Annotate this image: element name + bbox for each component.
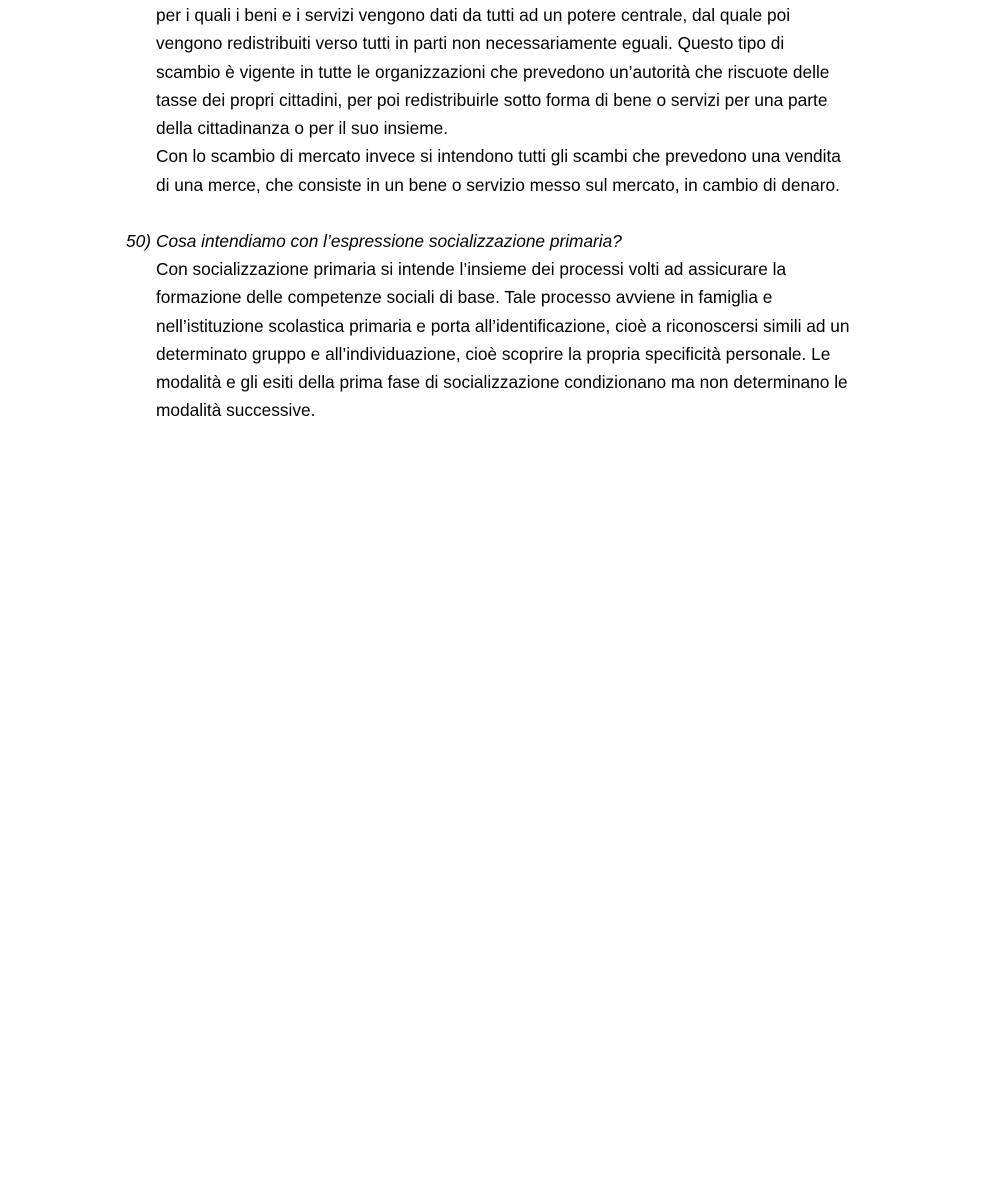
text-line: tasse dei propri cittadini, per poi redistribuirle sotto forma di bene o servizi per una parte — [156, 89, 828, 110]
text-line: vengono redistribuiti verso tutti in parti non necessariamente eguali. Questo tipo di — [156, 33, 785, 54]
text-line: per i quali i beni e i servizi vengono dati da tutti ad un potere centrale, dal quale poi — [156, 5, 791, 25]
text-line: modalità e gli esiti della prima fase di socializzazione condizionano ma non determinano le — [156, 372, 848, 393]
text-line: Con lo scambio di mercato invece si intendono tutti gli scambi che prevedono una vendita — [156, 146, 841, 167]
text-line: modalità successive. — [156, 400, 316, 421]
text-line: Con socializzazione primaria si intende l’insieme dei processi volti ad assicurare la — [156, 259, 787, 279]
question-50 — [126, 227, 926, 255]
question-text: Cosa intendiamo con l’espressione socializzazione primaria? — [156, 231, 622, 251]
text-line: della cittadinanza o per il suo insieme. — [156, 118, 449, 139]
text-line: di una merce, che consiste in un bene o servizio messo sul mercato, in cambio di denaro. — [156, 174, 840, 195]
text-line: scambio è vigente in tutte le organizzazioni che prevedono un’autorità che riscuote delle — [156, 61, 830, 82]
question-number: 50) — [126, 231, 151, 251]
text-line: nell’istituzione scolastica primaria e porta all’identificazione, cioè a riconoscersi simili ad un — [156, 315, 850, 336]
text-line: determinato gruppo e all’individuazione, cioè scoprire la propria specificità personale. Le — [156, 343, 831, 364]
text-line: formazione delle competenze sociali di base. Tale processo avviene in famiglia e — [156, 287, 773, 308]
answer-50-paragraph — [156, 255, 916, 425]
continued-answer-paragraph — [156, 1, 916, 199]
